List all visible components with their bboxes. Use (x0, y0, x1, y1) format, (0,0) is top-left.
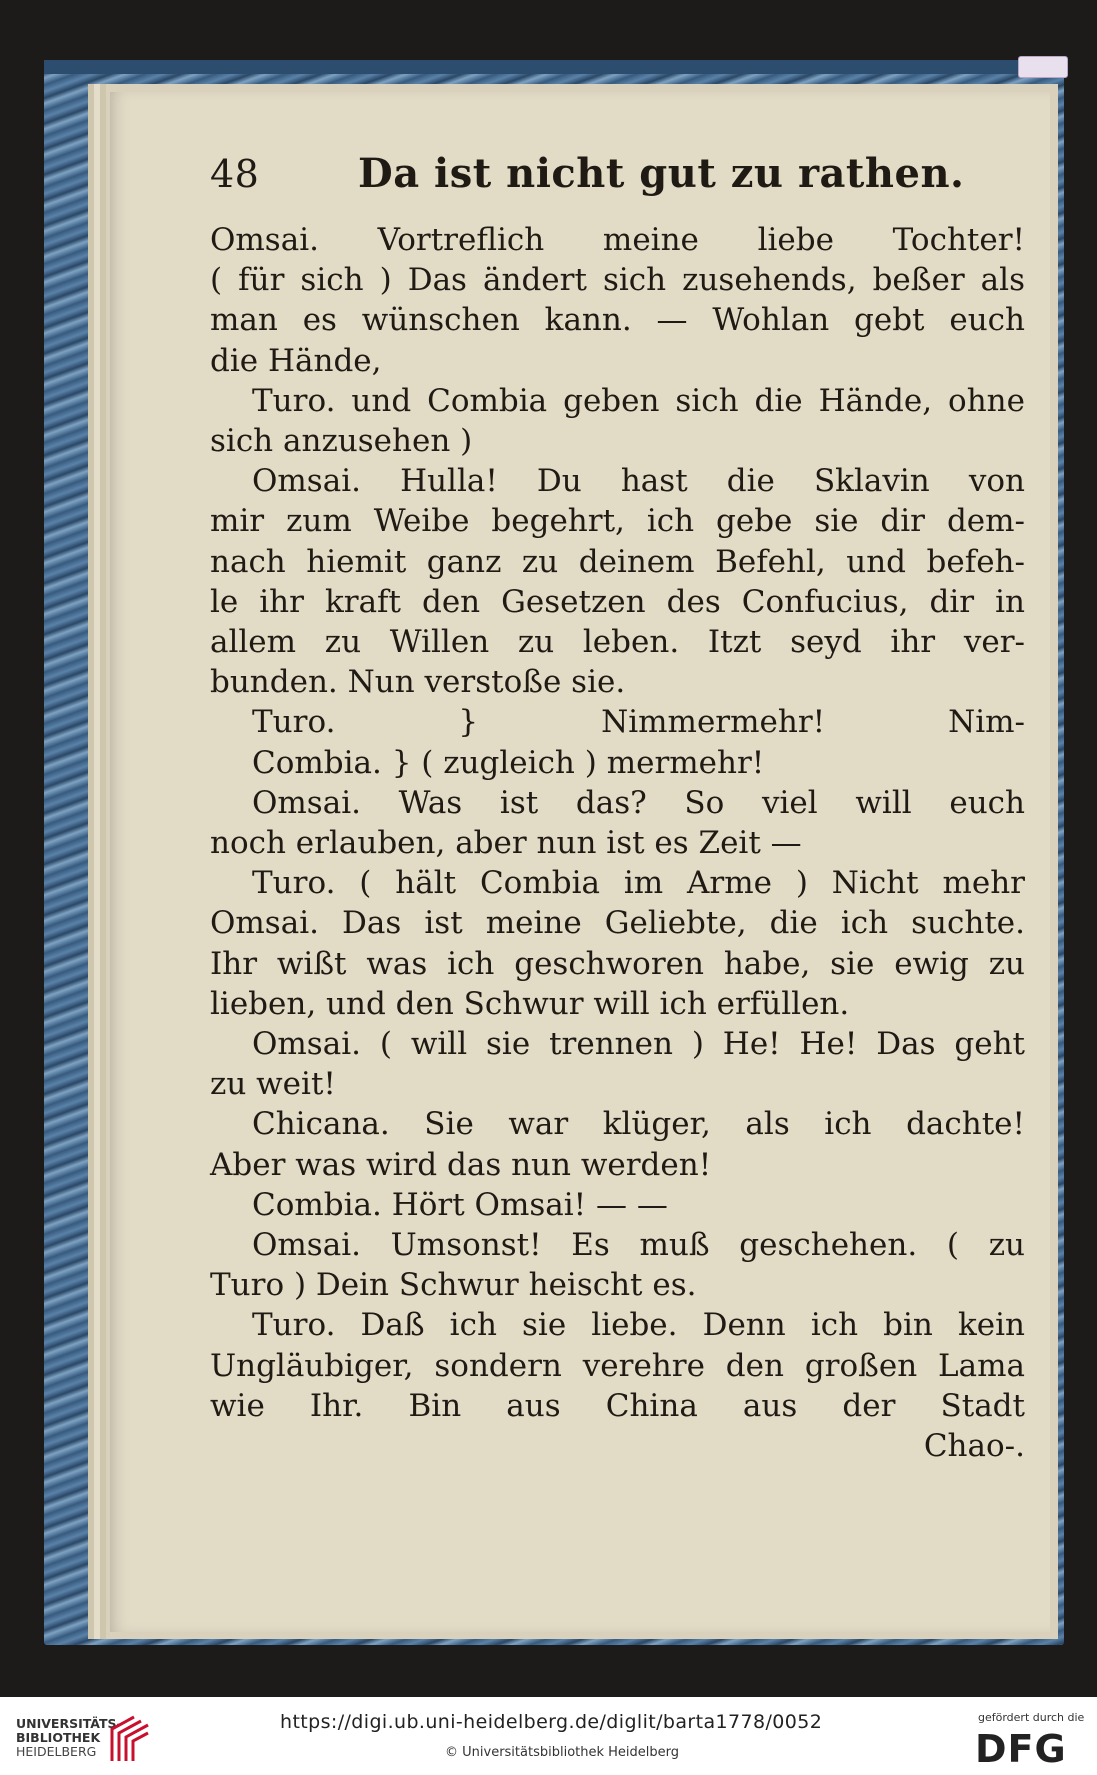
copyright-notice: © Universitätsbibliothek Heidelberg (445, 1745, 680, 1760)
text-line: Turo. Daß ich sie liebe. Denn ich bin kein (252, 1307, 1025, 1344)
text-line: sich anzusehen ) (210, 423, 473, 460)
text-line: Omsai. Was ist das? So viel will euch (252, 784, 1025, 821)
page-text (210, 150, 1025, 1466)
text-line: Omsai. Umsonst! Es muß geschehen. ( zu (252, 1227, 1025, 1264)
footer-bar (0, 1697, 1097, 1775)
text-line: Turo. ( hält Combia im Arme ) Nicht mehr (252, 865, 1025, 902)
text-line: Aber was wird das nun werden! (210, 1146, 712, 1183)
text-line: wie Ihr. Bin aus China aus der Stadt (210, 1387, 1025, 1424)
text-lines (210, 220, 1025, 1466)
catchword: Chao-. (923, 1428, 1025, 1465)
text-line: Omsai. ( will sie trennen ) He! He! Das geht (252, 1026, 1025, 1063)
text-line: noch erlauben, aber nun ist es Zeit — (210, 825, 802, 862)
text-line: Ihr wißt was ich geschworen habe, sie ewig zu (210, 945, 1025, 982)
text-line: allem zu Willen zu leben. Itzt seyd ihr ver- (210, 624, 1025, 661)
text-line: le ihr kraft den Gesetzen des Confucius, dir in (210, 583, 1025, 620)
text-line: lieben, und den Schwur will ich erfüllen. (210, 985, 850, 1022)
text-line: die Hände, (210, 342, 382, 379)
text-line: Turo. } Nimmermehr! Nim- (252, 704, 1025, 741)
bookmark-tab (1018, 56, 1068, 78)
text-line: zu weit! (210, 1066, 336, 1103)
text-line: Ungläubiger, sondern verehre den großen Lama (210, 1347, 1025, 1384)
library-name (16, 1717, 122, 1759)
dfg-logo: DFG (975, 1727, 1067, 1771)
running-title: Da ist nicht gut zu rathen. (358, 150, 965, 197)
text-line: mir zum Weibe begehrt, ich gebe sie dir dem- (210, 503, 1025, 540)
text-line: Omsai. Das ist meine Geliebte, die ich suchte. (210, 905, 1025, 942)
text-line: Omsai. Vortreflich meine liebe Tochter! (210, 222, 1025, 258)
source-url[interactable]: https://digi.ub.uni-heidelberg.de/diglit/barta1778/0052 (280, 1711, 823, 1733)
text-line: Turo ) Dein Schwur heischt es. (210, 1267, 697, 1304)
text-line: ( für sich ) Das ändert sich zusehends, beßer als (210, 262, 1025, 299)
page-header (210, 150, 1025, 220)
book-cover-edge (44, 60, 1064, 74)
funder-label: gefördert durch die (978, 1711, 1085, 1724)
library-name-line: UNIVERSITÄTS- (16, 1716, 122, 1731)
text-line: Omsai. Hulla! Du hast die Sklavin von (252, 463, 1025, 500)
text-line: Combia. Hört Omsai! — — (252, 1186, 668, 1223)
page-number: 48 (210, 152, 260, 196)
text-line: nach hiemit ganz zu deinem Befehl, und befeh- (210, 543, 1025, 580)
text-line: man es wünschen kann. — Wohlan gebt euch (210, 302, 1025, 339)
library-name-line: BIBLIOTHEK (16, 1730, 101, 1745)
text-line: Turo. und Combia geben sich die Hände, ohne (252, 382, 1025, 419)
library-name-line: HEIDELBERG (16, 1744, 97, 1759)
text-line: bunden. Nun verstoße sie. (210, 664, 626, 701)
text-line: Combia. } ( zugleich ) mermehr! (252, 744, 765, 781)
library-logo-icon (108, 1711, 152, 1765)
text-line: Chicana. Sie war klüger, als ich dachte! (252, 1106, 1025, 1143)
